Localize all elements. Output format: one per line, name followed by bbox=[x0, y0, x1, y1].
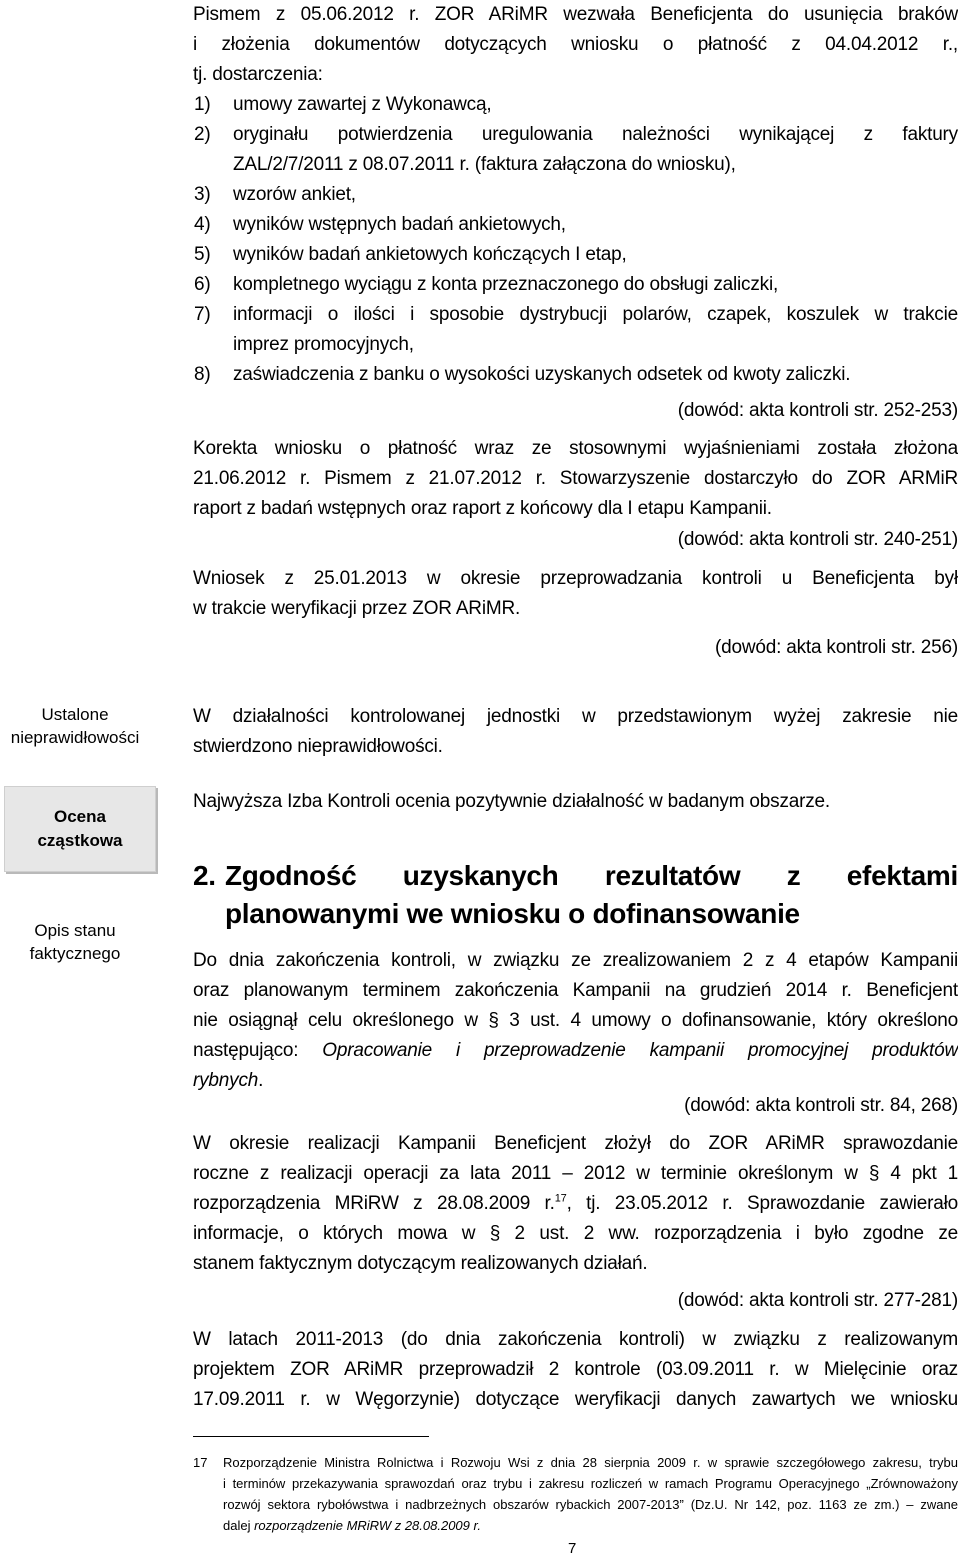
section-number: 2. bbox=[193, 860, 216, 891]
intro-line: i złożenia dokumentów dotyczących wniosku o płatność z 04.04.2012 r., bbox=[193, 34, 958, 55]
evidence-reference: (dowód: akta kontroli str. 256) bbox=[714, 637, 958, 658]
footnote-ref: 17 bbox=[554, 1192, 567, 1205]
correction-paragraph: Korekta wniosku o płatność wraz ze stosownymi wyjaśnieniami została złożona 21.06.2012 r. Pismem z 21.07.2012 r. Stowarzyszenie dostarczyło do ZOR ARMiR raport z badań wstępnych oraz raport z końcowy dla I etapu Kampanii. bbox=[193, 438, 958, 519]
list-item: 6) kompletnego wyciągu z konta przeznaczonego do obsługi zaliczki, bbox=[194, 274, 779, 295]
paragraph: W latach 2011-2013 (do dnia zakończenia kontroli) w związku z realizowanym projektem ZOR ARiMR przeprowadził 2 kontrole (03.09.2011 r. w Mielęcinie oraz 17.09.2011 r. w Węgorzynie) dotyczące weryfikacji danych zawartych we wniosku bbox=[193, 1329, 958, 1410]
list-item: 4) wyników wstępnych badań ankietowych, bbox=[194, 214, 566, 235]
page-number: 7 bbox=[568, 1540, 577, 1557]
evidence-reference: (dowód: akta kontroli str. 252-253) bbox=[677, 400, 958, 421]
list-item: 8) zaświadczenia z banku o wysokości uzyskanych odsetek od kwoty zaliczki. bbox=[194, 364, 851, 385]
sidebar-label-description: Opis stanu faktycznego bbox=[29, 921, 121, 963]
evidence-reference: (dowód: akta kontroli str. 277-281) bbox=[677, 1290, 958, 1311]
evidence-reference: (dowód: akta kontroli str. 84, 268) bbox=[684, 1095, 958, 1116]
footnote-separator bbox=[193, 1436, 429, 1437]
sidebar-label-irregularities: Ustalone nieprawidłowości bbox=[10, 705, 140, 747]
list-item: 2) oryginału potwierdzenia uregulowania należności wynikającej z faktury ZAL/2/7/2011 z 08.07.2011 r. (faktura załączona do wniosku), bbox=[194, 124, 958, 175]
sidebar-label-assessment: Ocena cząstkowa bbox=[4, 786, 156, 872]
intro-paragraph bbox=[193, 0, 958, 90]
findings-paragraph: W działalności kontrolowanej jednostki w przedstawionym wyżej zakresie nie stwierdzono nieprawidłowości. bbox=[193, 706, 958, 757]
assessment-text: Najwyższa Izba Kontroli ocenia pozytywnie działalność w badanym obszarze. bbox=[193, 791, 830, 812]
intro-line: tj. dostarczenia: bbox=[193, 64, 323, 85]
section-title: Zgodność uzyskanych rezultatów z efektami bbox=[225, 860, 958, 891]
application-paragraph: Wniosek z 25.01.2013 w okresie przeprowadzania kontroli u Beneficjenta był w trakcie weryfikacji przez ZOR ARiMR. bbox=[193, 568, 958, 619]
paragraph: W okresie realizacji Kampanii Beneficjent złożył do ZOR ARiMR sprawozdanie roczne z realizacji operacji za lata 2011 – 2012 w terminie określonym w § 4 pkt 1 rozporządzenia MRiRW z 28.08.2009 r.$^{17}$, tj. 23.05.2012 r. Sprawozdanie zawierało informacje, o których mowa w § 2 ust. 2 ww. rozporządzenia i było zgodne ze stanem faktycznym dotyczącym realizowanych działań. bbox=[193, 1133, 958, 1274]
evidence-reference: (dowód: akta kontroli str. 240-251) bbox=[677, 529, 958, 550]
footnote-mark: 17 bbox=[193, 1455, 208, 1470]
paragraph: Do dnia zakończenia kontroli, w związku ze zrealizowaniem 2 z 4 etapów Kampanii oraz planowanym terminem zakończenia Kampanii na grudzień 2014 r. Beneficjent nie osiągnął celu określonego w § 3 ust. 4 umowy o dofinansowanie, który określono następująco: Opracowanie i przeprowadzenie kampanii promocyjnej produktów rybnych. bbox=[193, 950, 958, 1091]
list-item: 1) umowy zawartej z Wykonawcą, bbox=[194, 94, 492, 115]
section-title: planowanymi we wniosku o dofinansowanie bbox=[225, 898, 800, 929]
list-item: 3) wzorów ankiet, bbox=[194, 184, 356, 205]
intro-line: Pismem z 05.06.2012 r. ZOR ARiMR wezwała Beneficjenta do usunięcia braków bbox=[193, 4, 958, 25]
list-item: 5) wyników badań ankietowych kończących I etap, bbox=[194, 244, 627, 265]
list-item: 7) informacji o ilości i sposobie dystrybucji polarów, czapek, koszulek w trakcie imprez promocyjnych, bbox=[194, 304, 958, 355]
